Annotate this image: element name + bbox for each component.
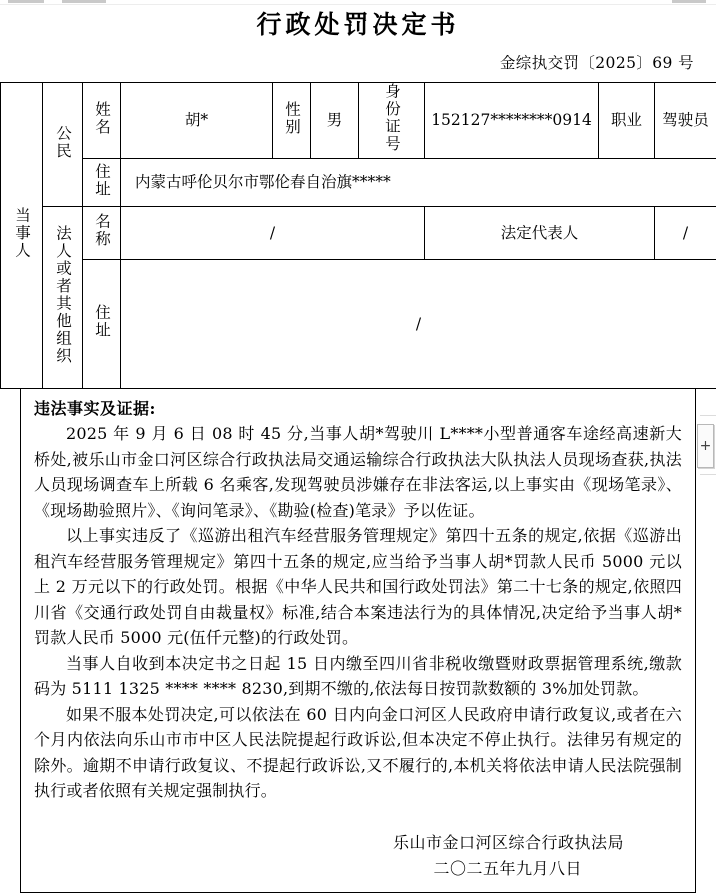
page-title: 行政处罚决定书 [0,8,716,42]
address-value: 内蒙古呼伦贝尔市鄂伦春自治旗***** [121,159,716,207]
side-divider-top [700,415,716,416]
gender-value: 男 [311,83,359,159]
gender-label: 性别 [282,101,301,136]
address-label: 住址 [92,163,111,198]
name-label: 姓名 [92,101,111,136]
paragraph-legal-basis: 以上事实违反了《巡游出租汽车经营服务管理规定》第四十五条的规定,依据《巡游出租汽车经营服务管理规定》第四十五条的规定,应当给予当事人胡*罚款人民币 5000 元以上 2 万元以下的行政处罚。根据《中华人民共和国行政处罚法》第二十七条的规定,依照四川省《交通行政处罚自由裁量权》标准,结合本案违法行为的具体情况,决定给予当事人胡*罚款人民币 5000 元(伍仟元整)的行政处罚。 [34,523,682,651]
occupation-label-cell: 职业 [599,83,655,159]
citizen-label-cell [43,83,83,207]
name-label-cell [83,83,121,159]
issue-date: 二〇二五年九月八日 [34,856,624,882]
occupation-value: 驾驶员 [655,83,716,159]
org-address-value: / [121,260,716,389]
zoom-in-button[interactable]: + [697,424,714,468]
table-row-org-name [1,207,716,260]
document-number: 金综执交罚〔2025〕69 号 [0,51,716,73]
org-name-value: / [121,207,425,260]
table-row-citizen-identity [1,83,716,159]
citizen-label: 公民 [53,125,72,160]
signature-block [34,830,682,882]
org-name-label-cell [83,207,121,260]
id-label-cell [359,83,425,159]
org-label: 法人或者其他组织 [53,225,72,365]
address-label-cell [83,159,121,207]
name-value: 胡* [121,83,273,159]
side-divider-bottom [700,474,716,475]
violation-facts-heading: 违法事实及证据: [34,396,682,421]
org-label-cell [43,207,83,389]
issuing-authority: 乐山市金口河区综合行政执法局 [34,830,624,856]
org-name-label: 名称 [92,213,111,248]
id-label: 身份证号 [382,83,401,153]
legal-rep-value: / [655,207,716,260]
paragraph-appeal-rights: 如果不服本处罚决定,可以依法在 60 日内向金口河区人民政府申请行政复议,或者在六个月内依法向乐山市市中区人民法院提起行政诉讼,但本决定不停止执行。法律另有规定的除外。逾期不申请行政复议、不提起行政诉讼,又不履行的,本机关将依法申请人民法院强制执行或者依照有关规定强制执行。 [34,702,682,804]
org-address-label: 住址 [92,304,111,339]
table-row-citizen-address [1,159,716,207]
decision-body [20,389,696,893]
party-info-table [0,82,716,389]
legal-rep-label: 法定代表人 [425,207,655,260]
id-value: 152127********0914 [425,83,599,159]
table-row-org-address [1,260,716,389]
paragraph-payment-terms: 当事人自收到本决定书之日起 15 日内缴至四川省非税收缴暨财政票据管理系统,缴款码为 5111 1325 **** **** 8230,到期不缴的,依法每日按罚款数额的 3%加处罚款。 [34,651,682,702]
party-label-cell [1,83,43,389]
party-label: 当事人 [12,207,31,260]
org-address-label-cell [83,260,121,389]
paragraph-violation-facts: 2025 年 9 月 6 日 08 时 45 分,当事人胡*驾驶川 L****小型普通客车途经高速新大桥处,被乐山市金口河区综合行政执法局交通运输综合行政执法大队执法人员现场查获,执法人员现场调查车上所载 6 名乘客,发现驾驶员涉嫌存在非法客运,以上事实由《现场笔录》、《现场勘验照片》、《询问笔录》、《勘验(检查)笔录》予以佐证。 [34,421,682,523]
gender-label-cell [273,83,311,159]
